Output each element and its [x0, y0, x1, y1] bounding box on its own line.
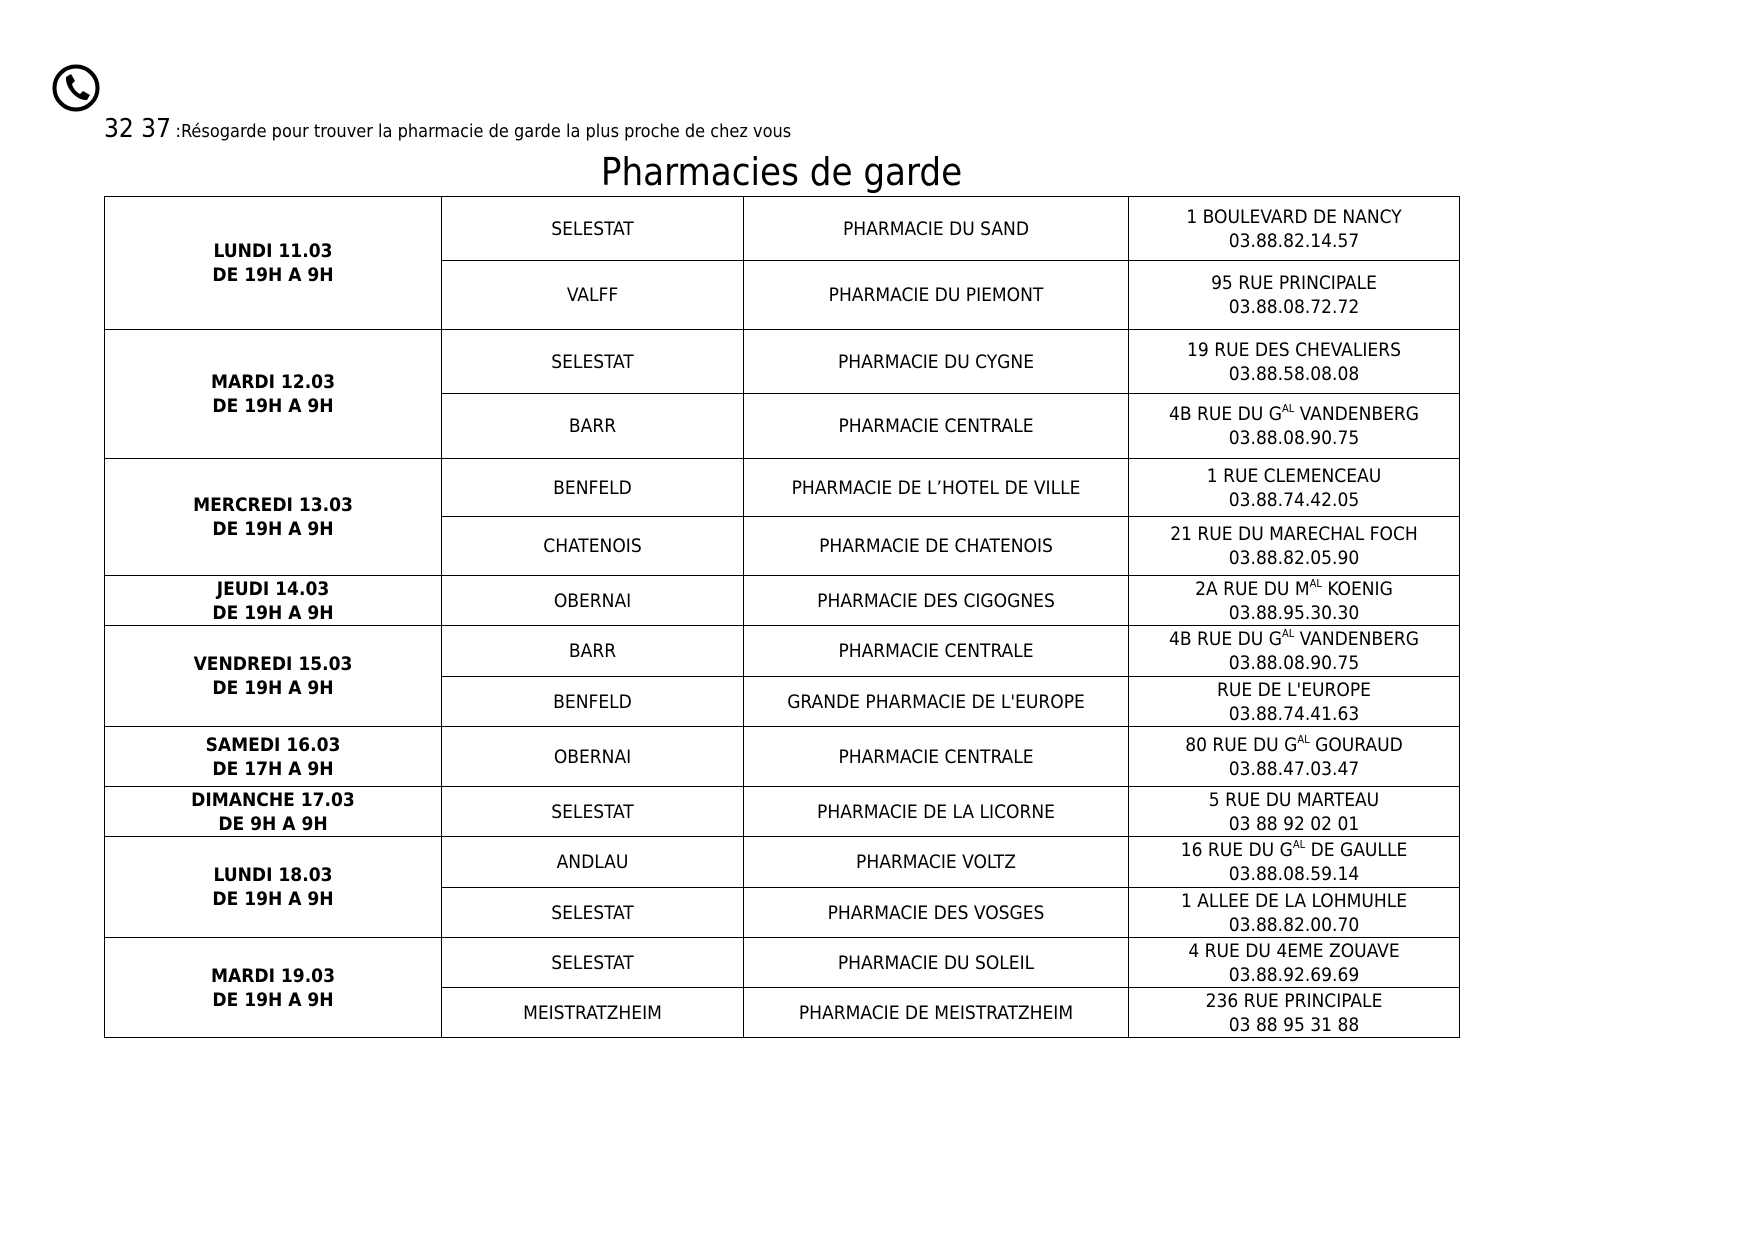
pharmacy-name-cell: PHARMACIE CENTRALE: [744, 394, 1129, 459]
address-line: 95 RUE PRINCIPALE: [1211, 272, 1377, 294]
address-line: 4B RUE DU $G^{AL}$ VANDENBERG: [1168, 402, 1420, 425]
table-row: [105, 938, 1460, 988]
address-superscript: AL: [1281, 627, 1295, 640]
phone-number: 03.88.95.30.30: [1228, 601, 1360, 624]
city-cell: BENFELD: [442, 677, 744, 727]
city-cell: SELESTAT: [442, 938, 744, 988]
city-cell: ANDLAU: [442, 837, 744, 888]
pharmacy-name-cell: PHARMACIE DES VOSGES: [744, 888, 1129, 938]
table-row: [105, 330, 1460, 394]
hotline-text: :Résogarde pour trouver la pharmacie de garde la plus proche de chez vous: [175, 121, 792, 142]
address-cell: [1129, 261, 1460, 330]
table-row: [105, 576, 1460, 626]
pharmacy-name-cell: PHARMACIE DU SOLEIL: [744, 938, 1129, 988]
address-line: 236 RUE PRINCIPALE: [1205, 989, 1383, 1012]
address-cell: [1129, 197, 1460, 261]
address-cell: [1129, 787, 1460, 837]
city-cell: SELESTAT: [442, 787, 744, 837]
table-row: [105, 626, 1460, 677]
day-label: JEUDI 14.03: [216, 577, 330, 600]
table-row: [105, 787, 1460, 837]
day-cell: [105, 330, 442, 459]
city-cell: BARR: [442, 626, 744, 677]
day-label: VENDREDI 15.03: [193, 653, 353, 675]
day-cell: [105, 727, 442, 787]
city-cell: SELESTAT: [442, 330, 744, 394]
phone-number: 03.88.74.41.63: [1228, 702, 1360, 725]
city-cell: CHATENOIS: [442, 517, 744, 576]
day-cell: [105, 197, 442, 330]
address-line: RUE DE L'EUROPE: [1217, 678, 1371, 701]
city-cell: SELESTAT: [442, 197, 744, 261]
phone-number: 03.88.58.08.08: [1228, 362, 1360, 385]
hours-label: DE 19H A 9H: [212, 395, 334, 417]
pharmacy-name-cell: PHARMACIE DE CHATENOIS: [744, 517, 1129, 576]
day-label: DIMANCHE 17.03: [191, 788, 355, 811]
pharmacy-name-cell: PHARMACIE VOLTZ: [744, 837, 1129, 888]
day-label: MARDI 19.03: [211, 964, 335, 987]
phone-number: 03.88.08.72.72: [1228, 296, 1360, 318]
day-cell: [105, 576, 442, 626]
day-label: LUNDI 11.03: [213, 240, 333, 262]
pharmacy-name-cell: PHARMACIE DES CIGOGNES: [744, 576, 1129, 626]
address-superscript: AL: [1309, 576, 1322, 590]
address-superscript: AL: [1297, 732, 1310, 746]
day-cell: [105, 626, 442, 727]
table-row: [105, 197, 1460, 261]
address-line: 4 RUE DU 4EME ZOUAVE: [1188, 939, 1400, 962]
phone-number: 03.88.92.69.69: [1228, 963, 1360, 986]
table-row: [105, 727, 1460, 787]
address-cell: [1129, 677, 1460, 727]
address-cell: [1129, 626, 1460, 677]
phone-number: 03.88.08.90.75: [1228, 427, 1360, 449]
pharmacy-name-cell: PHARMACIE DU SAND: [744, 197, 1129, 261]
phone-number: 03.88.08.59.14: [1228, 863, 1360, 885]
address-cell: [1129, 888, 1460, 938]
phone-number: 03 88 95 31 88: [1228, 1013, 1360, 1036]
city-cell: OBERNAI: [442, 727, 744, 787]
city-cell: OBERNAI: [442, 576, 744, 626]
address-superscript: AL: [1281, 402, 1295, 415]
city-cell: BARR: [442, 394, 744, 459]
phone-number: 03.88.82.00.70: [1228, 913, 1360, 936]
address-line: 80 RUE DU $G^{AL}$ GOURAUD: [1185, 732, 1403, 756]
hours-label: DE 19H A 9H: [212, 988, 334, 1011]
address-line: 1 BOULEVARD DE NANCY: [1186, 205, 1402, 228]
hours-label: DE 19H A 9H: [212, 601, 334, 624]
hours-label: DE 17H A 9H: [212, 757, 334, 780]
pharmacy-name-cell: PHARMACIE DE LA LICORNE: [744, 787, 1129, 837]
phone-number: 03.88.74.42.05: [1228, 488, 1360, 511]
pharmacy-name-cell: PHARMACIE DE MEISTRATZHEIM: [744, 988, 1129, 1038]
address-line: 2A RUE DU $M^{AL}$ KOENIG: [1195, 576, 1393, 600]
address-cell: [1129, 459, 1460, 517]
address-line: 4B RUE DU $G^{AL}$ VANDENBERG: [1168, 627, 1420, 650]
hours-label: DE 9H A 9H: [218, 812, 328, 835]
pharmacy-name-cell: PHARMACIE DE L’HOTEL DE VILLE: [744, 459, 1129, 517]
address-cell: [1129, 576, 1460, 626]
city-cell: VALFF: [442, 261, 744, 330]
phone-number: 03.88.82.05.90: [1228, 547, 1360, 569]
address-cell: [1129, 938, 1460, 988]
day-label: LUNDI 18.03: [213, 864, 333, 886]
address-cell: [1129, 517, 1460, 576]
day-cell: [105, 938, 442, 1038]
pharmacy-name-cell: PHARMACIE CENTRALE: [744, 727, 1129, 787]
address-cell: [1129, 727, 1460, 787]
pharmacy-name-cell: PHARMACIE DU CYGNE: [744, 330, 1129, 394]
pharmacy-name-cell: PHARMACIE DU PIEMONT: [744, 261, 1129, 330]
day-cell: [105, 837, 442, 938]
day-label: SAMEDI 16.03: [205, 733, 341, 756]
address-cell: [1129, 394, 1460, 459]
city-cell: MEISTRATZHEIM: [442, 988, 744, 1038]
address-cell: [1129, 837, 1460, 888]
address-line: 19 RUE DES CHEVALIERS: [1187, 338, 1401, 361]
hours-label: DE 19H A 9H: [212, 264, 334, 286]
day-label: MARDI 12.03: [211, 371, 335, 393]
table-row: [105, 837, 1460, 888]
pharmacy-name-cell: PHARMACIE CENTRALE: [744, 626, 1129, 677]
phone-icon: [52, 64, 100, 112]
day-label: MERCREDI 13.03: [193, 494, 353, 516]
day-cell: [105, 459, 442, 576]
address-line: 21 RUE DU MARECHAL FOCH: [1170, 523, 1418, 545]
city-cell: BENFELD: [442, 459, 744, 517]
address-superscript: AL: [1292, 838, 1306, 851]
address-cell: [1129, 330, 1460, 394]
hours-label: DE 19H A 9H: [212, 518, 334, 540]
hours-label: DE 19H A 9H: [212, 888, 334, 910]
table-row: [105, 459, 1460, 517]
phone-number: 03 88 92 02 01: [1228, 812, 1360, 835]
phone-number: 03.88.08.90.75: [1228, 652, 1360, 674]
page-title: Pharmacies de garde: [600, 150, 963, 194]
address-line: 5 RUE DU MARTEAU: [1208, 788, 1380, 811]
city-cell: SELESTAT: [442, 888, 744, 938]
phone-number: 03.88.82.14.57: [1228, 229, 1360, 252]
phone-number: 03.88.47.03.47: [1228, 757, 1360, 780]
address-line: 1 RUE CLEMENCEAU: [1206, 464, 1382, 487]
address-cell: [1129, 988, 1460, 1038]
address-line: 1 ALLEE DE LA LOHMUHLE: [1180, 889, 1408, 912]
day-cell: [105, 787, 442, 837]
hotline-info: [104, 114, 791, 144]
hotline-number: 32 37: [104, 114, 171, 144]
pharmacy-name-cell: GRANDE PHARMACIE DE L'EUROPE: [744, 677, 1129, 727]
address-line: 16 RUE DU $G^{AL}$ DE GAULLE: [1180, 838, 1408, 861]
hours-label: DE 19H A 9H: [212, 677, 334, 699]
pharmacy-schedule-table: [104, 196, 1460, 1038]
